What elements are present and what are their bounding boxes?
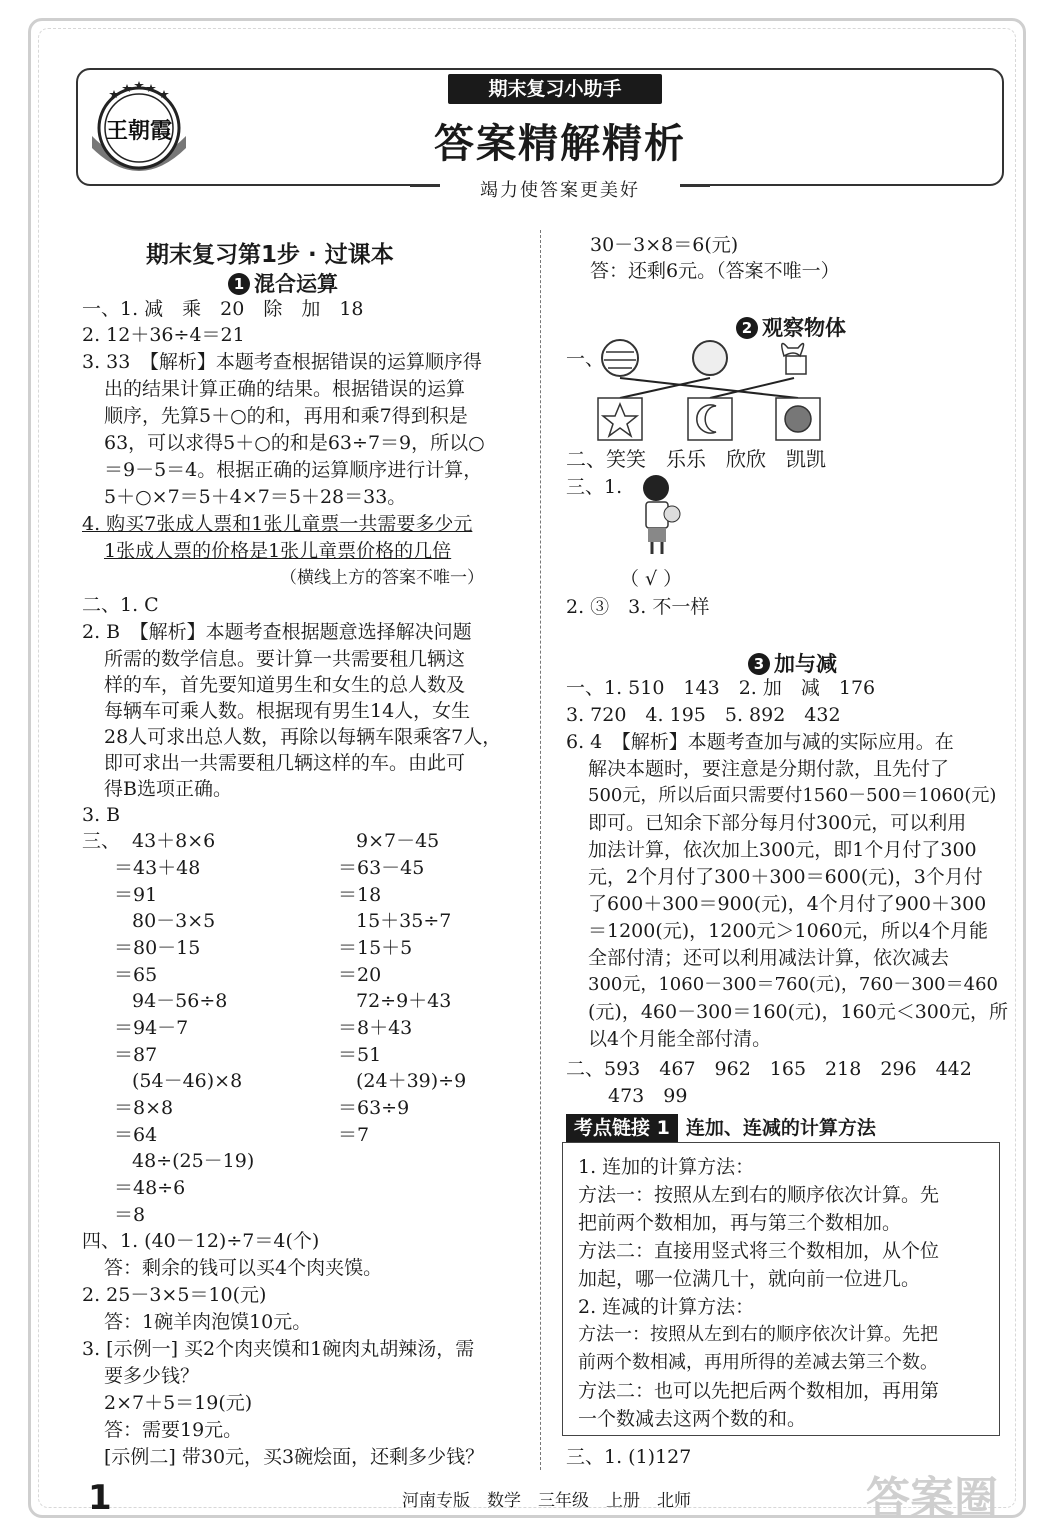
calc-step: ＝8 <box>114 1204 146 1226</box>
answer-line: 3. 720 4. 195 5. 892 432 <box>566 704 841 726</box>
answer-line: 3. [示例一] 买2个肉夹馍和1碗肉丸胡辣汤，需 <box>82 1338 475 1360</box>
calc-step: ＝87 <box>114 1044 158 1066</box>
calc-step: ＝63－45 <box>338 857 425 879</box>
calc-step: (24＋39)÷9 <box>356 1070 467 1092</box>
calc-step: 9×7－45 <box>356 830 440 852</box>
answer-line: 要多少钱？ <box>104 1365 200 1387</box>
calc-step: ＝64 <box>114 1124 158 1146</box>
calc-step: ＝43＋48 <box>114 857 201 879</box>
knowledge-line: 加起，哪一位满几十，就向前一位进几。 <box>578 1268 921 1290</box>
answer-line: 元，2个月付了300＋300＝600(元)，3个月付 <box>588 866 983 888</box>
calc-step: ＝18 <box>338 884 382 906</box>
calc-step: 43＋8×6 <box>132 830 216 852</box>
answer-line: 2. B 【解析】本题考查根据题意选择解决问题 <box>82 621 472 643</box>
answer-line: [示例二] 带30元，买3碗烩面，还剩多少钱？ <box>104 1446 485 1468</box>
observe-q4: 2. ③ 3. 不一样 <box>566 596 710 618</box>
knowledge-line: 一个数减去这两个数的和。 <box>578 1408 807 1430</box>
knowledge-line: 方法一：按照从左到右的顺序依次计算。先把 <box>578 1324 938 1345</box>
answer-line: 全部付清；还可以利用减法计算，依次减去 <box>588 947 950 969</box>
moon-card-icon <box>688 398 732 440</box>
calc-step: (54－46)×8 <box>132 1070 243 1092</box>
answer-line: 一、1. 510 143 2. 加 减 176 <box>566 677 876 699</box>
answer-line: 顺序，先算5＋○的和，再用和乘7得到积是 <box>104 405 468 427</box>
knowledge-line: 方法一：按照从左到右的顺序依次计算。先 <box>578 1184 940 1206</box>
observe-q1: 一、 <box>566 348 605 370</box>
observe-check: （ √ ） <box>620 568 683 590</box>
answer-line: (元)，460－300＝160(元)，160元＜300元，所 <box>588 1001 1008 1023</box>
answer-line: 解决本题时，要注意是分期付款，且先付了 <box>588 758 950 780</box>
answer-note: （横线上方的答案不唯一） <box>280 568 484 588</box>
calc-step: 48÷(25－19) <box>132 1150 255 1172</box>
calc-label: 三、 <box>82 830 121 852</box>
logo-text: 王朝霞 <box>105 119 173 144</box>
answer-line: 三、1. (1)127 <box>566 1446 692 1468</box>
star-card-icon <box>598 398 642 440</box>
main-section-title: 期末复习第1步 · 过课本 <box>146 242 394 268</box>
answer-line: 了600＋300＝900(元)，4个月付了900＋300 <box>588 893 987 915</box>
brand-logo <box>84 76 194 180</box>
section-1-number: 1 <box>228 273 250 295</box>
answer-line: 300元，1060－300＝760(元)，760－300＝460 <box>588 974 998 995</box>
answer-line: 500元，所以后面只需要付1560－500＝1060(元) <box>588 785 997 806</box>
knowledge-link-title: 连加、连减的计算方法 <box>685 1117 876 1139</box>
answer-line: 每辆车可乘人数。根据现有男生14人，女生 <box>104 700 471 722</box>
calc-step: ＝94－7 <box>114 1017 189 1039</box>
observe-q3: 三、1. <box>566 476 623 498</box>
knowledge-link-tag: 考点链接 1 <box>566 1114 678 1142</box>
answer-line: 四、1. (40－12)÷7＝4(个) <box>82 1230 320 1252</box>
calc-step: ＝80－15 <box>114 937 201 959</box>
section-1-label: 混合运算 <box>254 272 338 296</box>
answer-line: 即可求出一共需要租几辆这样的车。由此可 <box>104 752 466 774</box>
calc-step: ＝91 <box>114 884 158 906</box>
column-divider <box>540 230 541 1470</box>
answer-line: 4. 购买7张成人票和1张儿童票一共需要多少元 <box>82 513 473 535</box>
calc-step: ＝8＋43 <box>338 1017 413 1039</box>
page-number: 1 <box>88 1478 112 1518</box>
answer-line: 2. 12＋36÷4＝21 <box>82 324 245 346</box>
section-1-title <box>228 268 338 298</box>
answer-line: 2. 25－3×5＝10(元) <box>82 1284 267 1306</box>
calc-step: 94－56÷8 <box>132 990 228 1012</box>
answer-line: 出的结果计算正确的结果。根据错误的运算 <box>104 378 466 400</box>
answer-line: 5＋○×7＝5＋4×7＝5＋28＝33。 <box>104 486 407 508</box>
answer-line: 以4个月能全部付清。 <box>588 1028 772 1050</box>
answer-line: 28人可求出总人数，再除以每辆车限乘客7人， <box>104 726 502 748</box>
answer-line: 答：1碗羊肉泡馍10元。 <box>104 1311 312 1333</box>
calc-step: 80－3×5 <box>132 910 216 932</box>
calc-step: 15＋35÷7 <box>356 910 452 932</box>
answer-line: 2×7＋5＝19(元) <box>104 1392 253 1414</box>
footer-info: 河南专版 数学 三年级 上册 北师 <box>402 1491 691 1511</box>
child-figure-icon <box>634 474 684 558</box>
section-2-label: 观察物体 <box>762 316 846 340</box>
answer-line: 即可。已知余下部分每月付300元，可以利用 <box>588 812 967 834</box>
knowledge-line: 2. 连减的计算方法： <box>578 1296 755 1318</box>
knowledge-line: 方法二：也可以先把后两个数相加，再用第 <box>578 1380 940 1402</box>
calc-step: ＝15＋5 <box>338 937 413 959</box>
page-title: 答案精解精析 <box>434 121 686 167</box>
watermark: 答案圈 <box>866 1473 998 1524</box>
answer-line: 二、1. C <box>82 594 159 616</box>
answer-line: ＝1200(元)，1200元＞1060元，所以4个月能 <box>588 920 988 942</box>
knowledge-link-header <box>566 1113 876 1141</box>
answer-line: 3. 33 【解析】本题考查根据错误的运算顺序得 <box>82 351 482 373</box>
answer-line: 答：剩余的钱可以买4个肉夹馍。 <box>104 1257 383 1279</box>
answer-line: 3. B <box>82 804 121 826</box>
knowledge-line: 前两个数相减，再用所得的差减去第三个数。 <box>578 1352 938 1373</box>
calc-step: ＝8×8 <box>114 1097 174 1119</box>
answer-line: 答：需要19元。 <box>104 1419 243 1441</box>
bow-gift-icon <box>782 344 806 375</box>
section-3-title <box>748 648 837 678</box>
answer-line: 6. 4 【解析】本题考查加与减的实际应用。在 <box>566 731 954 753</box>
calc-step: ＝65 <box>114 964 158 986</box>
answer-line: ＝9－5＝4。根据正确的运算顺序进行计算， <box>104 459 483 481</box>
calc-step: ＝51 <box>338 1044 382 1066</box>
knowledge-line: 方法二：直接用竖式将三个数相加，从个位 <box>578 1240 940 1262</box>
sun-card-icon <box>776 398 820 440</box>
tiger-ball-icon <box>602 340 638 376</box>
slogan: 竭力使答案更美好 <box>440 176 680 202</box>
calc-step: ＝7 <box>338 1124 370 1146</box>
calc-step: ＝20 <box>338 964 382 986</box>
knowledge-line: 1. 连加的计算方法： <box>578 1156 755 1178</box>
answer-line: 所需的数学信息。要计算一共需要租几辆这 <box>104 648 466 670</box>
answer-line: 样的车，首先要知道男生和女生的总人数及 <box>104 674 466 696</box>
calc-step: 72÷9＋43 <box>356 990 452 1012</box>
answer-line: 加法计算，依次加上300元，即1个月付了300 <box>588 839 977 861</box>
matching-diagram <box>588 336 838 446</box>
observe-q2: 二、笑笑 乐乐 欣欣 凯凯 <box>566 447 826 471</box>
answer-line: 63，可以求得5＋○的和是63÷7＝9，所以○ <box>104 432 485 454</box>
answer-line: 答：还剩6元。（答案不唯一） <box>590 260 840 282</box>
answer-line: 473 99 <box>608 1085 688 1107</box>
answer-line: 30－3×8＝6(元) <box>590 234 739 256</box>
section-2-number: 2 <box>736 317 758 339</box>
answer-line: 二、593 467 962 165 218 296 442 <box>566 1058 972 1080</box>
calc-step: ＝63÷9 <box>338 1097 410 1119</box>
knowledge-line: 把前两个数相加，再与第三个数相加。 <box>578 1212 902 1234</box>
section-3-label: 加与减 <box>774 652 837 676</box>
section-3-number: 3 <box>748 653 770 675</box>
answer-line: 1张成人票的价格是1张儿童票价格的几倍 <box>104 540 452 562</box>
banner: 期末复习小助手 <box>448 74 662 104</box>
calc-step: ＝48÷6 <box>114 1177 186 1199</box>
round-object-icon <box>693 341 727 375</box>
answer-line: 一、1. 减 乘 20 除 加 18 <box>82 298 364 320</box>
answer-line: 得B选项正确。 <box>104 778 232 800</box>
